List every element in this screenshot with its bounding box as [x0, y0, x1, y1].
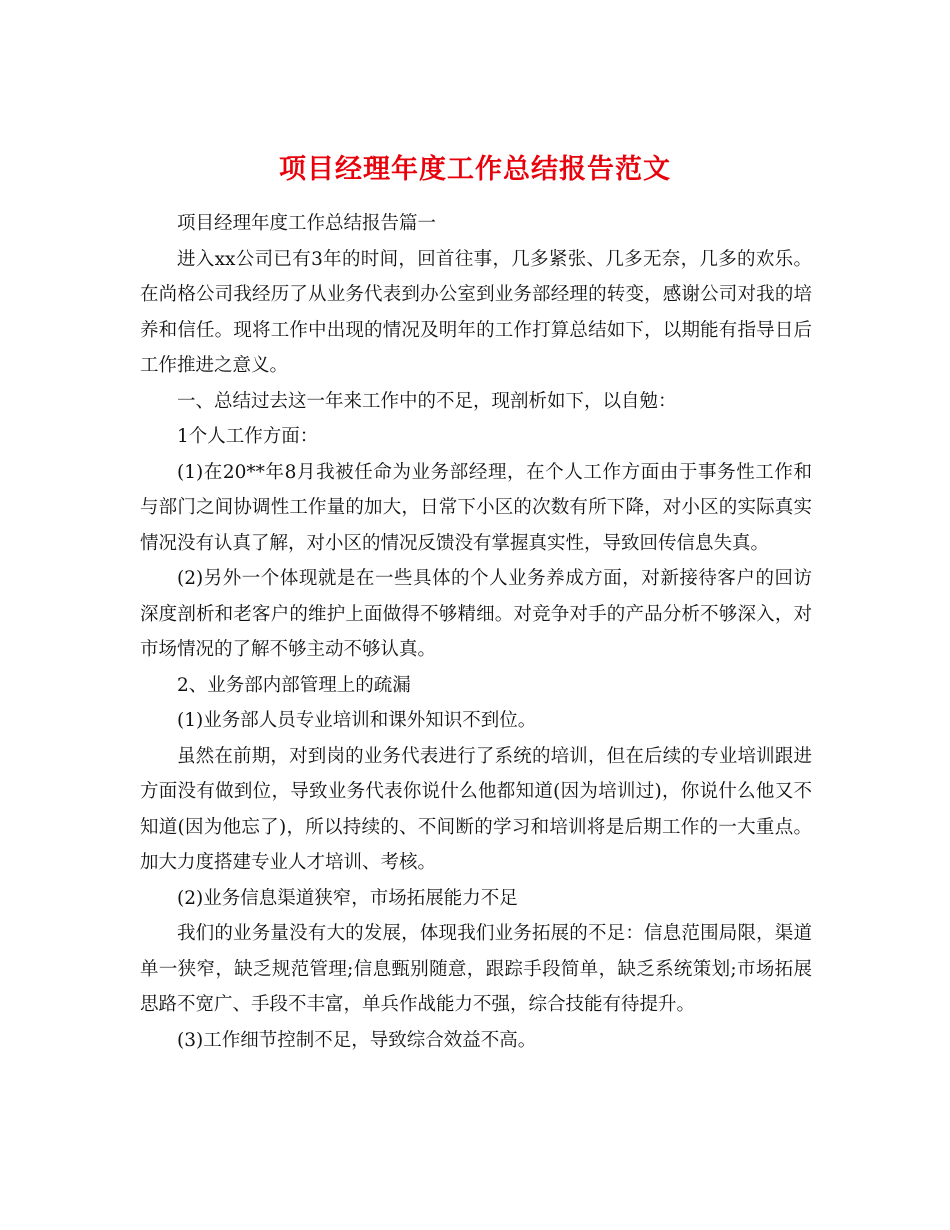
paragraph-item-1-2: (2)另外一个体现就是在一些具体的个人业务养成方面，对新接待客户的回访深度剖析和老客户的维护上面做得不够精细。对竞争对手的产品分析不够深入，对市场情况的了解不够主动不够认真。	[140, 568, 812, 660]
paragraph-management-heading: 2、业务部内部管理上的疏漏	[177, 674, 411, 696]
paragraph-item-2-3: (3)工作细节控制不足，导致综合效益不高。	[177, 1029, 537, 1051]
paragraph-training-detail: 虽然在前期，对到岗的业务代表进行了系统的培训，但在后续的专业培训跟进方面没有做到位，导致业务代表你说什么他都知道(因为培训过)，你说什么他又不知道(因为他忘了)，所以持续的、不间断的学习和培训将是后期工作的一大重点。加大力度搭建专业人才培训、考核。	[140, 745, 812, 873]
paragraph-item-1-1: (1)在20**年8月我被任命为业务部经理，在个人工作方面由于事务性工作和与部门之间协调性工作量的加大，日常下小区的次数有所下降，对小区的实际真实情况没有认真了解，对小区的情况反馈没有掌握真实性，导致回传信息失真。	[140, 461, 812, 554]
paragraph-channel-detail: 我们的业务量没有大的发展，体现我们业务拓展的不足：信息范围局限，渠道单一狭窄，缺乏规范管理;信息甄别随意，跟踪手段简单，缺乏系统策划;市场拓展思路不宽广、手段不丰富，单兵作战能力不强，综合技能有待提升。	[140, 923, 812, 1015]
paragraph-shortcomings-heading: 一、总结过去这一年来工作中的不足，现剖析如下，以自勉：	[177, 390, 677, 412]
document-body	[140, 206, 812, 1058]
paragraph-item-2-2: (2)业务信息渠道狭窄，市场拓展能力不足	[177, 887, 518, 909]
paragraph-intro: 进入xx公司已有3年的时间，回首往事，几多紧张、几多无奈，几多的欢乐。在尚格公司我经历了从业务代表到办公室到业务部经理的转变，感谢公司对我的培养和信任。现将工作中出现的情况及明年的工作打算总结如下，以期能有指导日后工作推进之意义。	[140, 248, 812, 376]
paragraph-section-heading: 项目经理年度工作总结报告篇一	[177, 213, 437, 234]
document-title: 项目经理年度工作总结报告范文	[279, 154, 671, 186]
paragraph-personal-work-heading: 1个人工作方面：	[177, 426, 319, 447]
paragraph-item-2-1: (1)业务部人员专业培训和课外知识不到位。	[177, 710, 537, 731]
